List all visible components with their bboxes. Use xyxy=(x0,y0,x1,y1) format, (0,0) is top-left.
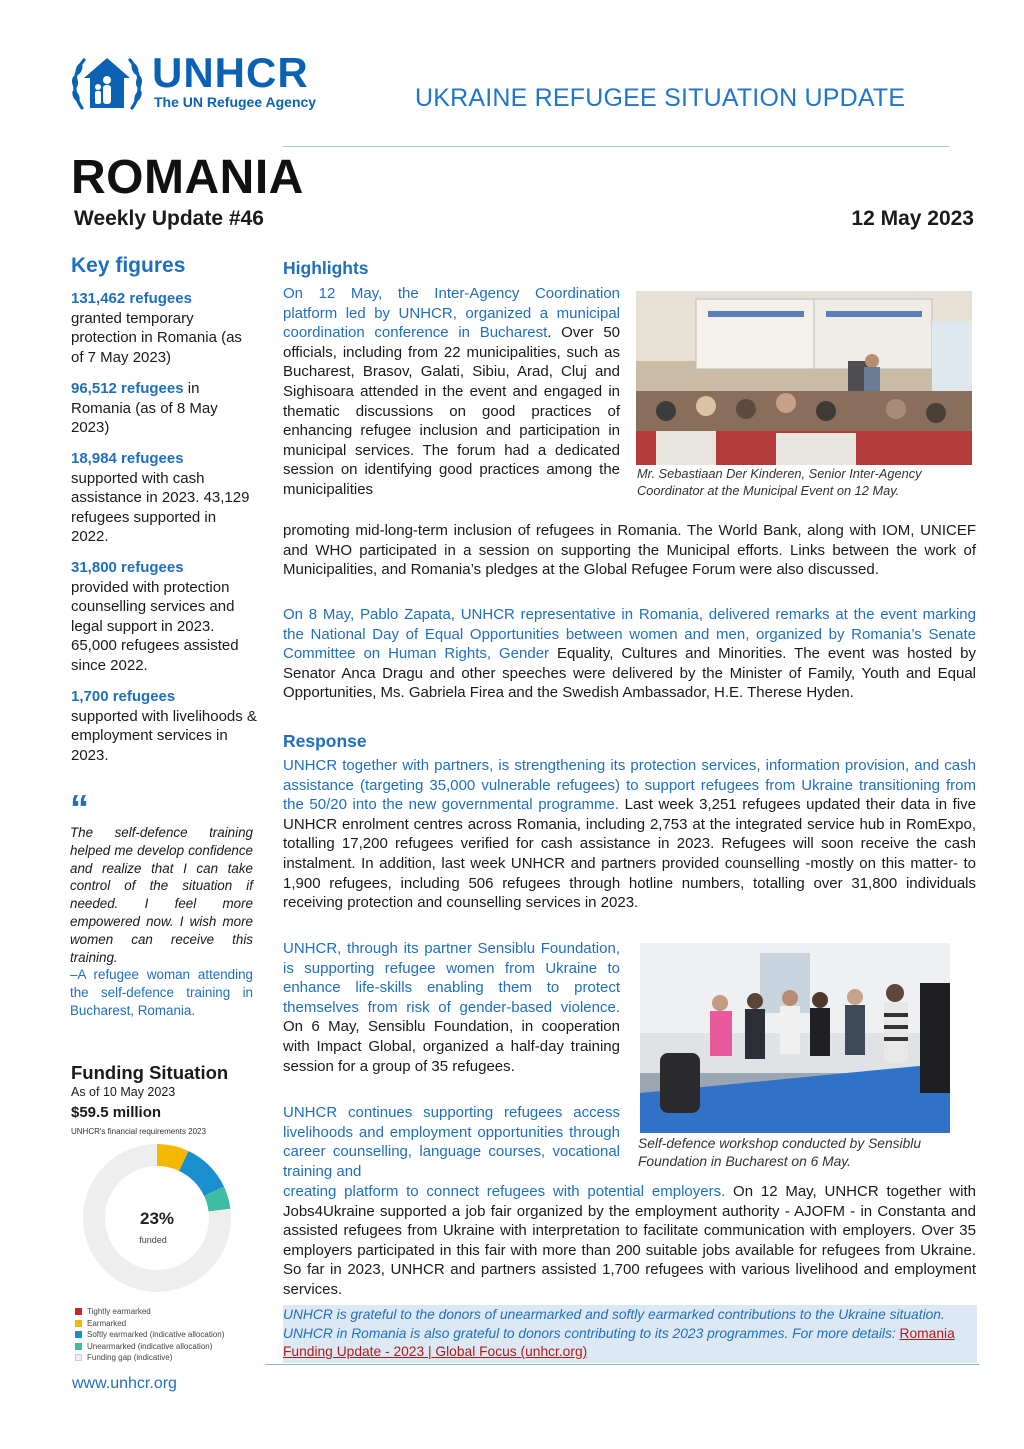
highlight-text: . Over 50 officials, including from 22 municipalities, such as Bucharest, Brasov, Galati, Sibiu, Arad, Cluj and Sighisoara attended in the event and engaged in thematic discussions on good practices of enhancing refugee inclusion and participation in municipal services. The forum had a dedicated session on identifying good practices among the municipalities xyxy=(283,324,620,498)
highlights-paragraph-2 xyxy=(283,605,976,703)
country-title: ROMANIA xyxy=(71,151,304,204)
conference-photo xyxy=(636,291,972,465)
key-figure xyxy=(71,289,257,367)
key-figure xyxy=(71,558,257,675)
quote-icon: “ xyxy=(70,788,89,830)
key-figure-text: supported with cash assistance in 2023. 43,129 refugees supported in 2022. xyxy=(71,469,250,545)
key-figure-value: 131,462 refugees xyxy=(71,290,192,307)
legend-label: Earmarked xyxy=(87,1318,127,1328)
report-date: 12 May 2023 xyxy=(851,207,974,230)
key-figure xyxy=(71,687,257,765)
key-figure-text: supported with livelihoods & employment services in 2023. xyxy=(71,707,257,764)
document-title: UKRAINE REFUGEE SITUATION UPDATE xyxy=(415,84,906,112)
legend-label: Funding gap (indicative) xyxy=(87,1353,173,1362)
key-figure xyxy=(71,449,257,547)
highlight-link-text[interactable]: On 12 May, the Inter-Agency Coordination platform led by UNHCR, organized a municipal coordination conference in Bucharest xyxy=(283,285,620,342)
legend-label: Unearmarked (indicative allocation) xyxy=(87,1341,213,1351)
funding-legend xyxy=(75,1306,224,1364)
funding-as-of: As of 10 May 2023 xyxy=(71,1085,176,1099)
funded-label: funded xyxy=(139,1235,167,1245)
response-paragraph-3-continued xyxy=(283,1182,976,1300)
legend-swatch xyxy=(75,1308,82,1315)
conference-photo-caption: Mr. Sebastiaan Der Kinderen, Senior Inter-Agency Coordinator at the Municipal Event on 12 May. xyxy=(637,466,922,498)
logo-subtitle: The UN Refugee Agency xyxy=(154,94,317,110)
website-link[interactable]: www.unhcr.org xyxy=(72,1375,177,1392)
funded-percent-label: 23% xyxy=(139,1209,175,1228)
legend-item xyxy=(75,1318,224,1330)
legend-item xyxy=(75,1306,224,1318)
key-figures-heading: Key figures xyxy=(71,254,186,277)
donor-acknowledgement xyxy=(283,1305,977,1363)
key-figure-text: in Romania (as of 8 May 2023) xyxy=(71,380,218,436)
key-figure-text: granted temporary protection in Romania (as of 7 May 2023) xyxy=(71,309,242,366)
highlights-heading: Highlights xyxy=(283,258,369,278)
response-link-text[interactable]: UNHCR together with partners, is strengthening its protection services, information provision, and cash assistance (targeting 35,000 vulnerable refugees) to support refugees from Ukraine transitioning from the 50/20 into the new governmental programme. xyxy=(283,757,976,814)
legend-swatch xyxy=(75,1354,82,1361)
key-figure xyxy=(71,379,257,438)
funding-update-link[interactable]: Romania Funding Update - 2023 | Global Focus (unhcr.org) xyxy=(283,1325,955,1359)
response-text: On 6 May, Sensiblu Foundation, in cooperation with Impact Global, organized a half-day training session for a group of 35 refugees. xyxy=(283,1018,620,1075)
weekly-update-number: Weekly Update #46 xyxy=(74,207,264,230)
key-figure-text: provided with protection counselling services and legal support in 2023. 65,000 refugees assisted since 2022. xyxy=(71,578,239,674)
footer-divider xyxy=(265,1364,979,1365)
funding-heading: Funding Situation xyxy=(71,1062,229,1083)
response-link-text[interactable]: UNHCR, through its partner Sensiblu Foundation, is supporting refugee women from Ukraine to enhance life-skills enabling them to protect themselves from risk of gender-based violence. xyxy=(283,940,620,1016)
response-heading: Response xyxy=(283,731,367,751)
response-paragraph-2 xyxy=(283,939,620,1076)
response-text: On 12 May, UNHCR together with Jobs4Ukraine supported a job fair organized by the employment authority - AJOFM - in Constanta and assisted refugees from Ukraine with interpretation to facilitate communication with employers. Over 35 employers participated in this fair with more than 200 suitable jobs available for refugees from Ukraine. So far in 2023, UNHCR and partners assisted 1,700 refugees with various livelihood and employment services. xyxy=(283,1183,976,1298)
highlight-text: Equality, Cultures and Minorities. The event was hosted by Senator Anca Dragu and other speeches were delivered by the Minister of Family, Youth and Equal Opportunities, Ms. Gabriela Firea and the Swedish Ambassador, H.E. Therese Hyden. xyxy=(283,645,976,702)
funding-donut-chart xyxy=(79,1140,235,1296)
self-defence-workshop-photo xyxy=(640,943,950,1133)
key-figure-value: 1,700 refugees xyxy=(71,688,176,705)
header-divider xyxy=(283,146,949,147)
legend-swatch xyxy=(75,1331,82,1338)
legend-label: Tightly earmarked xyxy=(87,1307,151,1316)
logo-name: UNHCR xyxy=(152,49,309,96)
response-link-text[interactable]: creating platform to connect refugees with potential employers. xyxy=(283,1183,726,1200)
workshop-photo-caption: Self-defence workshop conducted by Sensiblu Foundation in Bucharest on 6 May. xyxy=(638,1136,922,1169)
donor-acknowledgement-text: UNHCR is grateful to the donors of unearmarked and softly earmarked contributions to the Ukraine situation. UNHCR in Romania is also grateful to donors contributing to its 2023 programmes. For more details: xyxy=(283,1307,945,1341)
funding-amount: $59.5 million xyxy=(71,1104,162,1121)
testimonial-quote: The self-defence training helped me develop confidence and realize that I can take control of the situation if needed. I feel more empowered now. I wish more women can receive this training. xyxy=(70,825,253,965)
legend-item xyxy=(75,1329,224,1341)
unhcr-logo-icon xyxy=(70,50,144,116)
legend-item xyxy=(75,1352,224,1364)
response-paragraph-3 xyxy=(283,1103,620,1181)
key-figure-value: 31,800 refugees xyxy=(71,559,184,576)
key-figure-value: 18,984 refugees xyxy=(71,450,184,467)
legend-swatch xyxy=(75,1343,82,1350)
legend-label: Softly earmarked (indicative allocation) xyxy=(87,1330,225,1339)
response-paragraph-1 xyxy=(283,756,976,913)
legend-item xyxy=(75,1341,224,1353)
key-figure-value: 96,512 refugees xyxy=(71,380,184,397)
testimonial-source: –A refugee woman attending the self-defence training in Bucharest, Romania. xyxy=(70,967,253,1018)
highlight-link-text[interactable]: On 8 May, Pablo Zapata, UNHCR representative in Romania, delivered remarks at the event marking the National Day of Equal Opportunities between women and men, organized by Romania’s Senate Committee on Human Rights, Gender xyxy=(283,606,976,663)
legend-swatch xyxy=(75,1320,82,1327)
highlights-paragraph-1-continued: promoting mid-long-term inclusion of refugees in Romania. The World Bank, along with IOM, UNICEF and WHO participated in a session on supporting the Municipal efforts. Links between the work of Municipalities, and Romania’s pledges at the Global Refugee Forum were also discussed. xyxy=(283,522,976,579)
response-text: Last week 3,251 refugees updated their data in five UNHCR enrolment centres across Romania, including 2,753 at the integrated service hub in RomExpo, totalling 17,200 refugees verified for cash assistance in 2023. Refugees will soon receive the cash instalment. In addition, last week UNHCR and partners provided counselling -mostly on this matter- to 1,900 refugees, including 506 refugees through hotline numbers, totalling over 31,800 individuals receiving protection and counselling services in 2023. xyxy=(283,796,976,912)
highlights-paragraph-1 xyxy=(283,284,620,500)
funding-requirements-label: UNHCR's financial requirements 2023 xyxy=(71,1127,206,1136)
response-link-text[interactable]: UNHCR continues supporting refugees access livelihoods and employment opportunities through career counselling, language courses, vocational training and xyxy=(283,1104,620,1180)
